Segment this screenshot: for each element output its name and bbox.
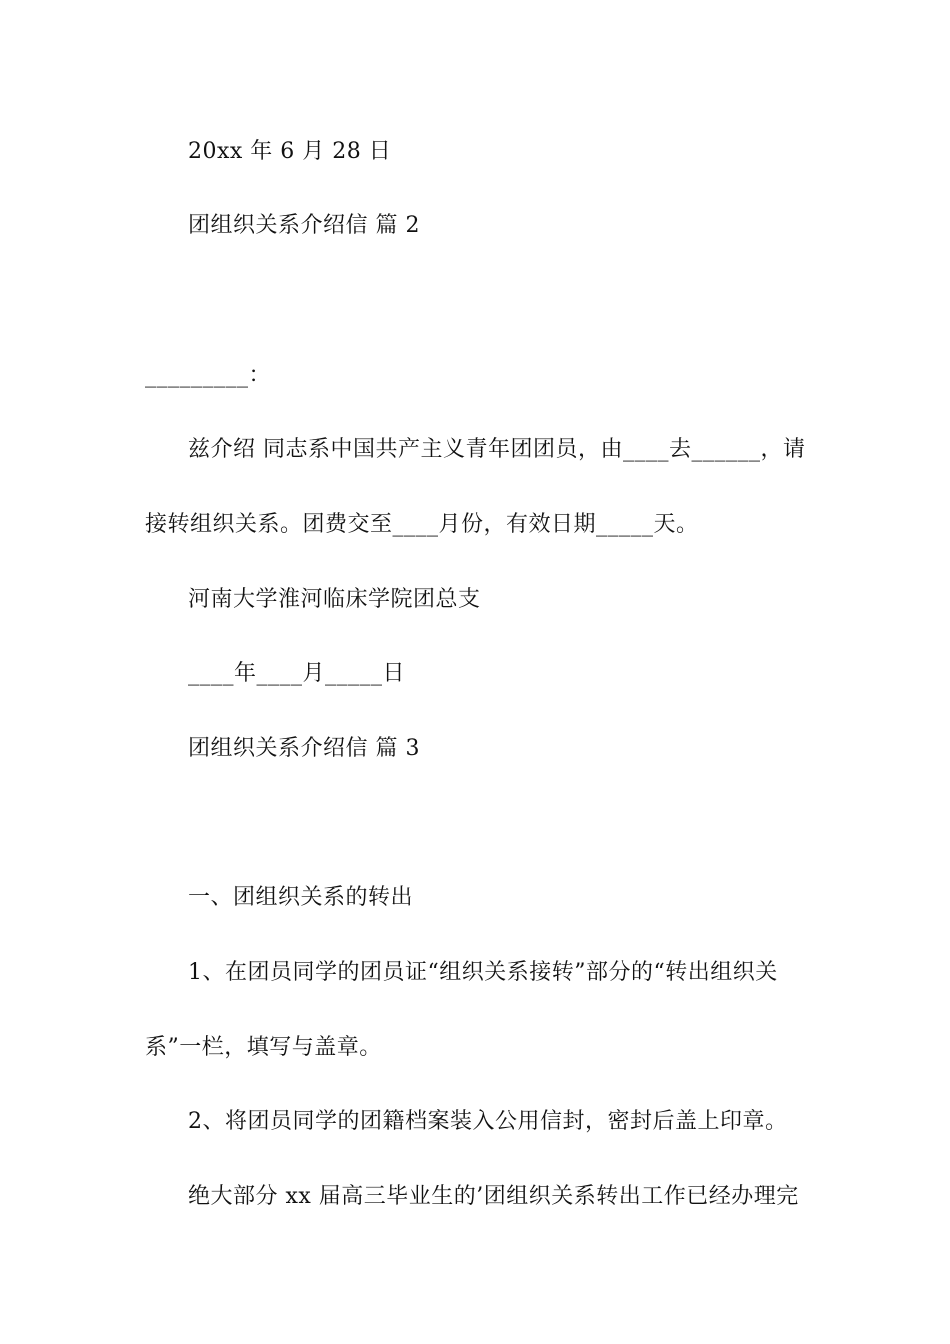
section-heading-2: 团组织关系介绍信 篇 2 [188,213,420,238]
paragraph-line: 绝大部分 xx 届高三毕业生的’团组织关系转出工作已经办理完 [188,1184,799,1209]
paragraph-line: 兹介绍 同志系中国共产主义青年团团员，由____去______，请 [188,437,806,462]
paragraph-line: 系”一栏，填写与盖章。 [145,1035,382,1060]
date-blank: ____年____月_____日 [188,661,406,686]
section-heading-3: 团组织关系介绍信 篇 3 [188,736,420,761]
issuer-name: 河南大学淮河临床学院团总支 [188,587,481,612]
paragraph-line: 2、将团员同学的团籍档案装入公用信封，密封后盖上印章。 [188,1109,788,1134]
letter-date: 20xx 年 6 月 28 日 [188,139,392,164]
subsection-heading: 一、团组织关系的转出 [188,885,414,910]
paragraph-line: 接转组织关系。团费交至____月份，有效日期_____天。 [145,512,699,537]
paragraph-line: 1、在团员同学的团员证“组织关系接转”部分的“转出组织关 [188,960,778,985]
recipient-blank: _________： [145,363,272,388]
